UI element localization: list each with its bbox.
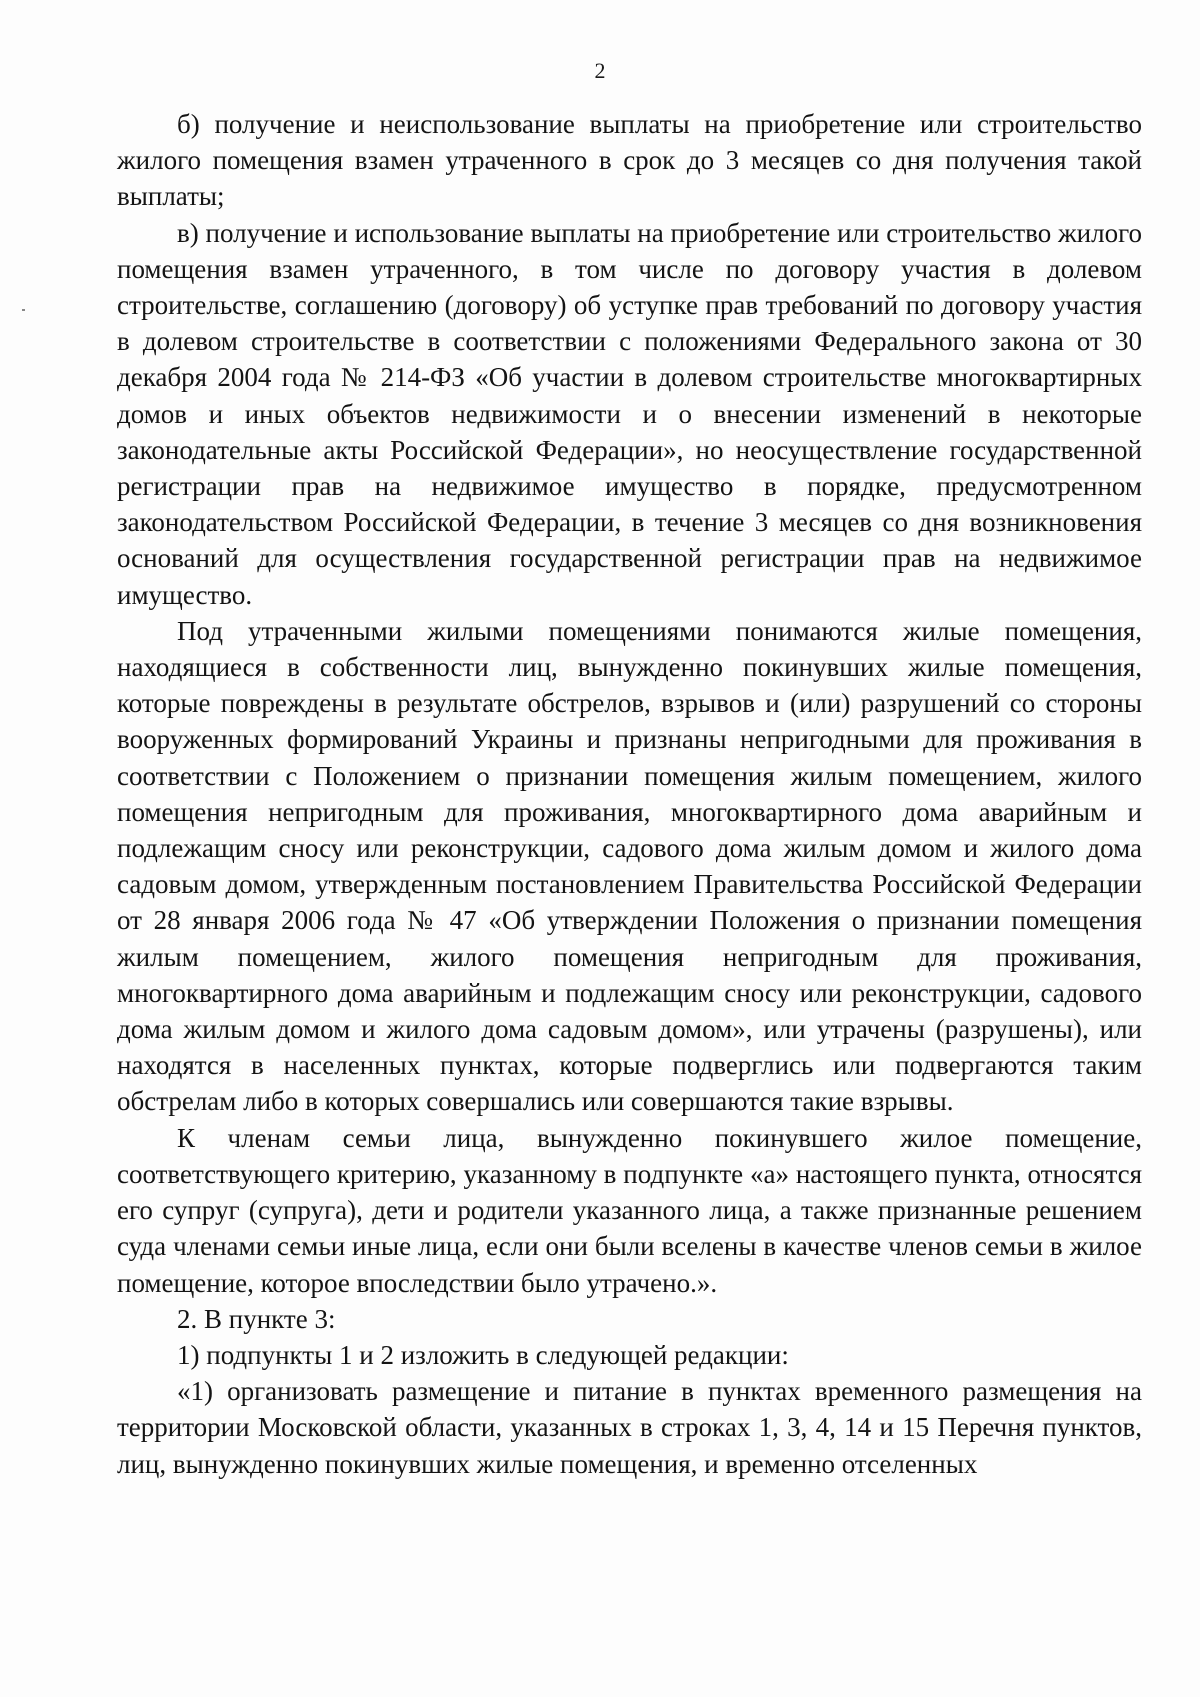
paragraph-subpoint-1: «1) организовать размещение и питание в пунктах временного размещения на территории Московской области, указанных в строках 1, 3, 4, 14 и 15 Перечня пунктов, лиц, вынужденно покинувших жилые помещения, и временно отселенных (117, 1376, 1142, 1479)
paragraph-v: в) получение и использование выплаты на приобретение или строительство жилого помещения взамен утраченного, в том числе по договору участия в долевом строительстве, соглашению (договору) об уступке прав требований по договору участия в долевом строительстве в соответствии с положениями Федерального закона от 30 декабря 2004 года № 214-ФЗ «Об участии в долевом строительстве многоквартирных домов и иных объектов недвижимости и о внесении изменений в некоторые законодательные акты Российской Федерации», но неосуществление государственной регистрации прав на недвижимое имущество в порядке, предусмотренном законодательством Российской Федерации, в течение 3 месяцев со дня возникновения оснований для осуществления государственной регистрации прав на недвижимое имущество. (117, 217, 1142, 610)
paragraph-subpoints: 1) подпункты 1 и 2 изложить в следующей редакции: (177, 1339, 789, 1370)
document-body (117, 106, 1142, 1482)
paragraph-lost-housing-definition: Под утраченными жилыми помещениями понимаются жилые помещения, находящиеся в собственности лиц, вынужденно покинувших жилые помещения, которые повреждены в результате обстрелов, взрывов и (или) разрушений со стороны вооруженных формирований Украины и признаны непригодными для проживания в соответствии с Положением о признании помещения жилым помещением, жилого помещения непригодным для проживания, многоквартирного дома аварийным и подлежащим сносу или реконструкции, садового дома жилым домом и жилого дома садовым домом, утвержденным постановлением Правительства Российской Федерации от 28 января 2006 года № 47 «Об утверждении Положения о признании помещения жилым помещением, жилого помещения непригодным для проживания, многоквартирного дома аварийным и подлежащим сносу или реконструкции, садового дома жилым домом и жилого дома садовым домом», или утрачены (разрушены), или находятся в населенных пунктах, которые подверглись или подвергаются таким обстрелам либо в которых совершались или совершаются такие взрывы. (117, 615, 1142, 1117)
page-number: 2 (594, 58, 606, 83)
paragraph-family-members: К членам семьи лица, вынужденно покинувшего жилое помещение, соответствующего критерию, указанному в подпункте «а» настоящего пункта, относятся его супруг (супруга), дети и родители указанного лица, а также признанные решением суда членами семьи иные лица, если они были вселены в качестве членов семьи в жилое помещение, которое впоследствии было утрачено.». (117, 1122, 1142, 1298)
paragraph-point-2: 2. В пункте 3: (177, 1303, 336, 1334)
paragraph-b: б) получение и неиспользование выплаты на приобретение или строительство жилого помещения взамен утраченного в срок до 3 месяцев со дня получения такой выплаты; (117, 109, 1142, 212)
scan-speck (22, 309, 25, 311)
